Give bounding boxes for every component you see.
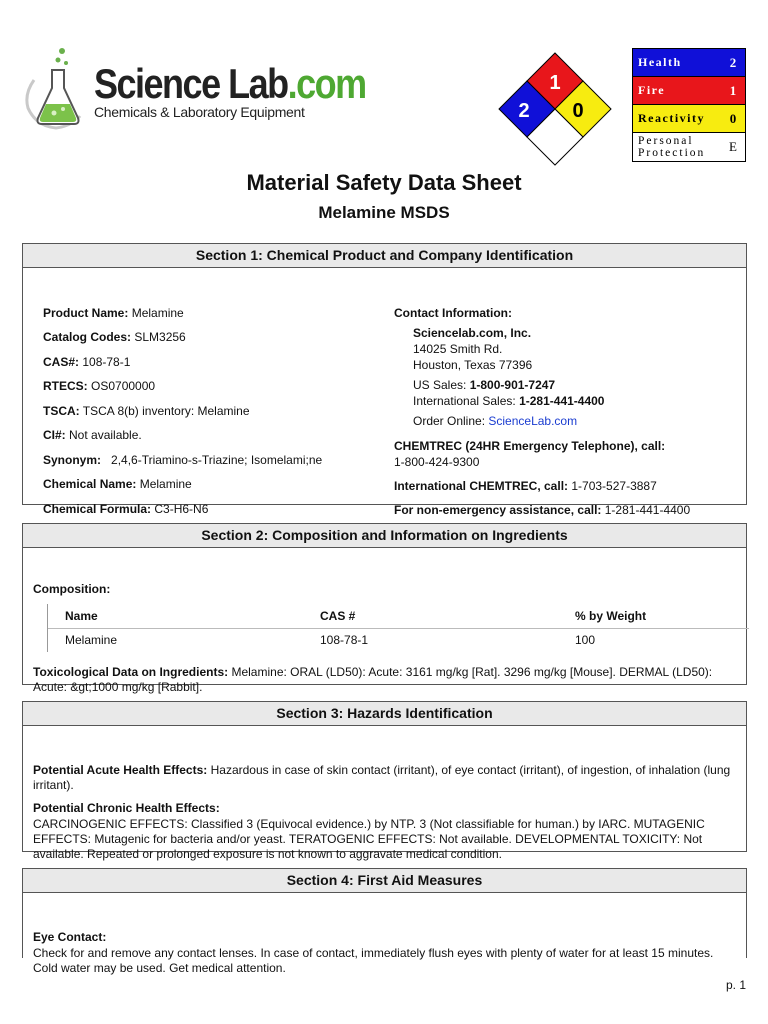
logo-wordmark bbox=[94, 60, 366, 108]
product-name-field bbox=[43, 306, 184, 321]
chronic-effects-label-text: Potential Chronic Health Effects: bbox=[33, 801, 220, 815]
table-header-cell: CAS # bbox=[303, 604, 558, 628]
document-subtitle: Melamine MSDS bbox=[318, 203, 450, 222]
field-value: C3-H6-N6 bbox=[151, 502, 209, 516]
field-value: 108-78-1 bbox=[79, 355, 131, 369]
contact-label-text: Contact Information: bbox=[394, 306, 512, 320]
hmis-row-health bbox=[633, 49, 745, 77]
table-cell: Melamine bbox=[65, 633, 118, 648]
field-value: Melamine bbox=[128, 306, 184, 320]
hmis-value: 0 bbox=[729, 110, 737, 126]
eye-contact-label bbox=[33, 930, 743, 945]
field-label: RTECS: bbox=[43, 379, 88, 393]
section-heading: Section 3: Hazards Identification bbox=[23, 702, 746, 726]
table-row bbox=[48, 628, 749, 652]
field-value: OS0700000 bbox=[87, 379, 156, 393]
section-4 bbox=[22, 868, 747, 975]
field-label: CI#: bbox=[43, 428, 66, 442]
composition-table bbox=[48, 604, 749, 652]
acute-effects-label: Potential Acute Health Effects: bbox=[33, 763, 208, 777]
logo-brand-main: Science Lab bbox=[94, 60, 288, 108]
composition-table-wrap bbox=[47, 604, 748, 652]
chemical-formula-field bbox=[43, 502, 208, 517]
section-2 bbox=[22, 523, 747, 694]
chemtrec-phone: 1-800-424-9300 bbox=[394, 455, 480, 469]
sciencelab-logo bbox=[22, 46, 366, 136]
ci-field bbox=[43, 428, 142, 443]
intl-chemtrec-label: International CHEMTREC, call: bbox=[394, 479, 569, 493]
section-heading: Section 4: First Aid Measures bbox=[23, 869, 746, 893]
rtecs-field bbox=[43, 379, 155, 394]
hmis-value: 2 bbox=[729, 54, 737, 70]
field-label: TSCA: bbox=[43, 404, 80, 418]
hmis-value: 1 bbox=[729, 82, 737, 98]
field-value: SLM3256 bbox=[131, 330, 186, 344]
field-value: Not available. bbox=[65, 428, 142, 442]
acute-effects-text: Hazardous in case of skin contact (irritant), of eye contact (irritant), of ingestion, of inhalation (lung irritant). bbox=[33, 763, 731, 792]
chemtrec-label bbox=[394, 439, 665, 454]
company-name-text: Sciencelab.com, Inc. bbox=[413, 326, 532, 340]
field-label: Product Name: bbox=[43, 306, 129, 320]
composition-label-text: Composition: bbox=[33, 582, 111, 596]
eye-contact-text: Check for and remove any contact lenses. In case of contact, immediately flush eyes with plenty of water for at least 15 minutes. Cold water may be used. Get medical attention. bbox=[33, 946, 714, 975]
field-value: Melamine bbox=[136, 477, 192, 491]
address-line-1: 14025 Smith Rd. bbox=[413, 342, 503, 356]
table-header-cell: % by Weight bbox=[558, 604, 749, 628]
catalog-codes-field bbox=[43, 330, 186, 345]
flask-icon bbox=[22, 46, 92, 136]
hmis-row-fire bbox=[633, 77, 745, 105]
contact-info-label bbox=[394, 306, 512, 321]
hmis-rating-table bbox=[632, 48, 746, 162]
hmis-label: Reactivity bbox=[638, 111, 705, 125]
non-emergency-label: For non-emergency assistance, call: bbox=[394, 503, 602, 517]
field-label: CAS#: bbox=[43, 355, 80, 369]
intl-chemtrec-phone: 1-703-527-3887 bbox=[568, 479, 657, 493]
cas-field bbox=[43, 355, 130, 370]
hmis-row-reactivity bbox=[633, 105, 745, 133]
field-label: Synonym: bbox=[43, 453, 102, 467]
section-3 bbox=[22, 701, 747, 861]
acute-effects-paragraph bbox=[33, 763, 743, 793]
nfpa-health-value: 2 bbox=[518, 100, 530, 122]
eye-contact-label-text: Eye Contact: bbox=[33, 930, 107, 944]
nfpa-fire-value: 1 bbox=[549, 72, 561, 94]
section-heading: Section 2: Composition and Information on Ingredients bbox=[23, 524, 746, 548]
table-cell: 108-78-1 bbox=[320, 633, 369, 648]
non-emergency bbox=[394, 503, 690, 518]
section-heading: Section 1: Chemical Product and Company Identification bbox=[23, 244, 746, 268]
chronic-effects-text: CARCINOGENIC EFFECTS: Classified 3 (Equivocal evidence.) by NTP. 3 (Not classifiable for human.) by IARC. MUTAGENIC EFFECTS: Mutagenic for bacteria and/or yeast. TERATOGENIC EFFECTS: Not available. DEVELOPMENTAL TOXICITY: Not available. Repeated or prolonged exposure is not known to aggravate medical condition. bbox=[33, 817, 705, 861]
chemical-name-field bbox=[43, 477, 192, 492]
synonym-field bbox=[43, 453, 322, 468]
chemtrec-label-text: CHEMTREC (24HR Emergency Telephone), call: bbox=[394, 439, 666, 453]
hmis-value: E bbox=[729, 139, 737, 154]
section-1 bbox=[22, 243, 747, 517]
company-name bbox=[413, 326, 531, 341]
order-online bbox=[413, 414, 577, 429]
composition-label bbox=[33, 582, 110, 597]
nfpa-diamond bbox=[498, 52, 612, 166]
tsca-field bbox=[43, 404, 250, 419]
hmis-row-personal-protection bbox=[633, 133, 745, 161]
us-sales-phone: 1-800-901-7247 bbox=[469, 378, 556, 392]
table-header-cell: Name bbox=[48, 604, 303, 628]
us-sales bbox=[413, 378, 555, 393]
tox-data-paragraph bbox=[33, 665, 733, 695]
intl-sales-label: International Sales: bbox=[413, 394, 520, 408]
table-header-row bbox=[48, 604, 749, 628]
hmis-label: Fire bbox=[638, 83, 666, 97]
intl-sales-phone: 1-281-441-4400 bbox=[519, 394, 605, 408]
tox-data-text: Melamine: ORAL (LD50): Acute: 3161 mg/kg [Rat]. 3296 mg/kg [Mouse]. DERMAL (LD50): Acute: &gt;1000 mg/kg [Rabbit]. bbox=[33, 665, 713, 694]
hmis-label: Personal Protection bbox=[638, 135, 706, 159]
us-sales-label: US Sales: bbox=[413, 378, 470, 392]
intl-sales bbox=[413, 394, 604, 409]
logo-brand-suffix: .com bbox=[287, 60, 366, 108]
non-emergency-phone: 1-281-441-4400 bbox=[601, 503, 691, 517]
logo-tagline: Chemicals & Laboratory Equipment bbox=[94, 104, 305, 120]
intl-chemtrec bbox=[394, 479, 657, 494]
field-label: Chemical Formula: bbox=[43, 502, 152, 516]
hmis-label: Health bbox=[638, 55, 682, 69]
table-cell: 100 bbox=[575, 633, 596, 648]
field-label: Chemical Name: bbox=[43, 477, 137, 491]
order-online-link[interactable]: ScienceLab.com bbox=[488, 414, 578, 428]
field-value: 2,4,6-Triamino-s-Triazine; Isomelami;ne bbox=[101, 453, 323, 467]
field-value: TSCA 8(b) inventory: Melamine bbox=[79, 404, 250, 418]
order-online-label: Order Online: bbox=[413, 414, 489, 428]
field-label: Catalog Codes: bbox=[43, 330, 132, 344]
address-line-2: Houston, Texas 77396 bbox=[413, 358, 533, 372]
page-number: p. 1 bbox=[725, 978, 746, 992]
nfpa-reactivity-value: 0 bbox=[572, 100, 584, 122]
document-title: Material Safety Data Sheet bbox=[246, 170, 522, 195]
chronic-effects-label bbox=[33, 801, 743, 816]
tox-data-label: Toxicological Data on Ingredients: bbox=[33, 665, 229, 679]
